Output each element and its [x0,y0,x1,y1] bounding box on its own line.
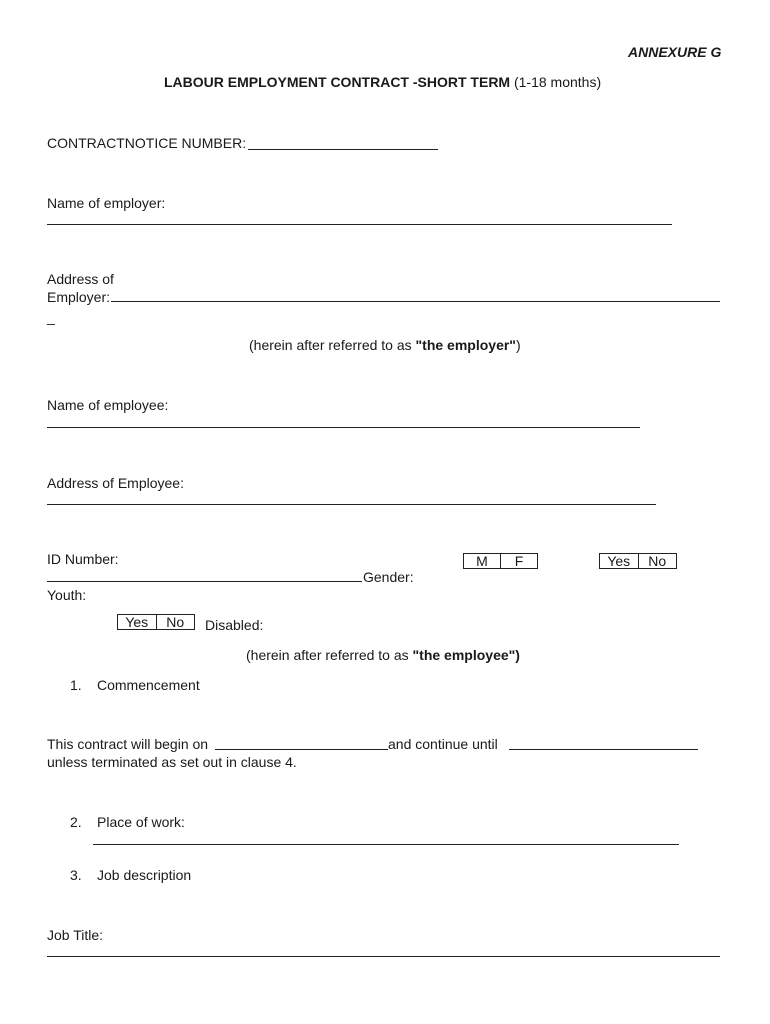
youth-option-no[interactable]: No [638,554,677,568]
annexure-label: ANNEXURE G [628,44,722,60]
section-1-title: Commencement [97,677,200,693]
employee-address-label: Address of Employee: [47,475,184,491]
employee-name-label: Name of employee: [47,397,169,413]
stray-underscore: _ [47,309,55,325]
employer-name-label: Name of employer: [47,195,166,211]
id-number-label: ID Number: [47,551,119,567]
gender-option-m[interactable]: M [476,553,488,569]
disabled-option-no[interactable]: No [156,615,195,629]
youth-checkbox-group [599,553,677,569]
place-of-work-field[interactable] [93,844,679,845]
section-3-number: 3. [70,867,82,883]
id-number-field[interactable] [47,581,362,582]
commencement-text-start: This contract will begin on [47,736,209,752]
commencement-text-until: and continue until [388,736,498,752]
employee-address-field[interactable] [47,504,656,505]
job-title-field[interactable] [47,956,720,957]
employer-name-field[interactable] [47,224,672,225]
section-1-number: 1. [70,677,82,693]
title-term: (1-18 months) [510,74,602,90]
employer-address-label-2: Employer: [47,289,111,305]
start-date-field[interactable] [215,749,388,750]
disabled-label: Disabled: [205,617,264,633]
title-main: LABOUR EMPLOYMENT CONTRACT -SHORT TERM [164,74,511,90]
employee-reference [246,647,520,663]
gender-option-f[interactable]: F [500,554,537,568]
employee-reference-term: "the employee") [412,647,520,663]
employer-reference-post: ) [515,337,521,353]
contract-notice-field[interactable] [248,149,438,150]
youth-label: Youth: [47,587,87,603]
employer-address-label-1: Address of [47,271,114,287]
youth-option-yes[interactable]: Yes [607,553,631,569]
employer-reference-term: "the employer" [415,337,516,353]
employer-reference [249,337,521,353]
section-2-title: Place of work: [97,814,185,830]
commencement-text-terminate: unless terminated as set out in clause 4. [47,754,297,770]
gender-checkbox-group [463,553,538,569]
employer-reference-pre: (herein after referred to as [249,337,416,353]
disabled-checkbox-group [117,614,195,630]
section-3-title: Job description [97,867,192,883]
section-2-number: 2. [70,814,82,830]
page-title [164,74,601,90]
employee-name-field[interactable] [47,427,640,428]
disabled-option-yes[interactable]: Yes [125,614,149,630]
gender-label: Gender: [363,569,414,585]
job-title-label: Job Title: [47,927,104,943]
end-date-field[interactable] [509,749,698,750]
contract-notice-label: CONTRACTNOTICE NUMBER: [47,135,247,151]
employer-address-field[interactable] [111,301,720,302]
employee-reference-pre: (herein after referred to as [246,647,413,663]
